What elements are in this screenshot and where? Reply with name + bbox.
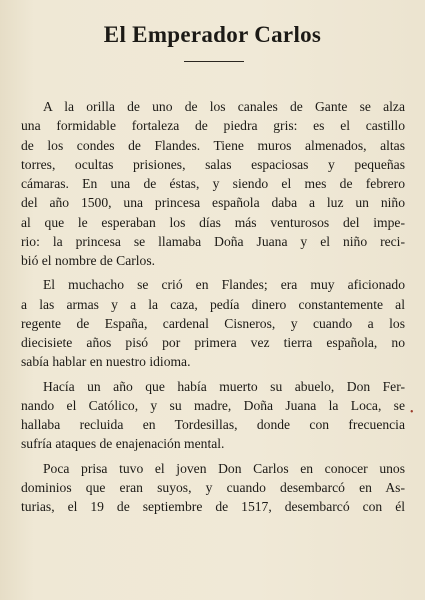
paragraph — [21, 97, 405, 270]
text-line: sabía hablar en nuestro idioma. — [21, 354, 191, 370]
text-line: cámaras. En una de éstas, y siendo el mes de febrero — [21, 176, 405, 191]
text-line: sufría ataques de enajenación mental. — [21, 436, 225, 452]
text-line: torres, ocultas prisiones, salas espaciosas y pequeñas — [21, 156, 405, 172]
title-rule — [184, 61, 244, 62]
text-line: A la orilla de uno de los canales de Gante se alza — [43, 99, 405, 114]
paragraph — [21, 459, 405, 517]
text-line: diecisiete años pisó por primera vez tierra española, no — [21, 335, 405, 350]
text-line: al que le esperaban los días más venturosos del impe- — [21, 214, 405, 230]
text-line: turias, el 19 de septiembre de 1517, desembarcó con él — [21, 499, 405, 514]
text-line: a las armas y a la caza, pedía dinero constantemente al — [21, 296, 405, 312]
body-text — [21, 97, 405, 516]
text-line: una formidable fortaleza de piedra gris: es el castillo — [21, 118, 405, 134]
text-line: nando el Católico, y su madre, Doña Juana la Loca, se — [21, 397, 405, 413]
text-line: bió el nombre de Carlos. — [21, 253, 156, 268]
paragraph — [21, 377, 405, 454]
text-line: del año 1500, una princesa española daba a luz un niño — [21, 195, 405, 211]
text-line: dominios que eran suyos, y cuando desembarcó en As- — [21, 479, 405, 495]
paragraph — [21, 275, 405, 371]
text-line: rio: la princesa se llamaba Doña Juana y el niño reci- — [21, 233, 405, 249]
text-line: de los condes de Flandes. Tiene muros almenados, altas — [21, 137, 405, 153]
margin-mark: • — [410, 407, 414, 418]
page-title: El Emperador Carlos — [103, 22, 322, 47]
text-line: Poca prisa tuvo el joven Don Carlos en conocer unos — [43, 460, 405, 476]
text-line: regente de España, cardenal Cisneros, y cuando a los — [21, 315, 405, 331]
text-line: hallaba recluida en Tordesillas, donde con frecuencia — [21, 417, 405, 432]
text-line: El muchacho se crió en Flandes; era muy aficionado — [43, 277, 405, 293]
text-line: Hacía un año que había muerto su abuelo, Don Fer- — [43, 378, 405, 394]
